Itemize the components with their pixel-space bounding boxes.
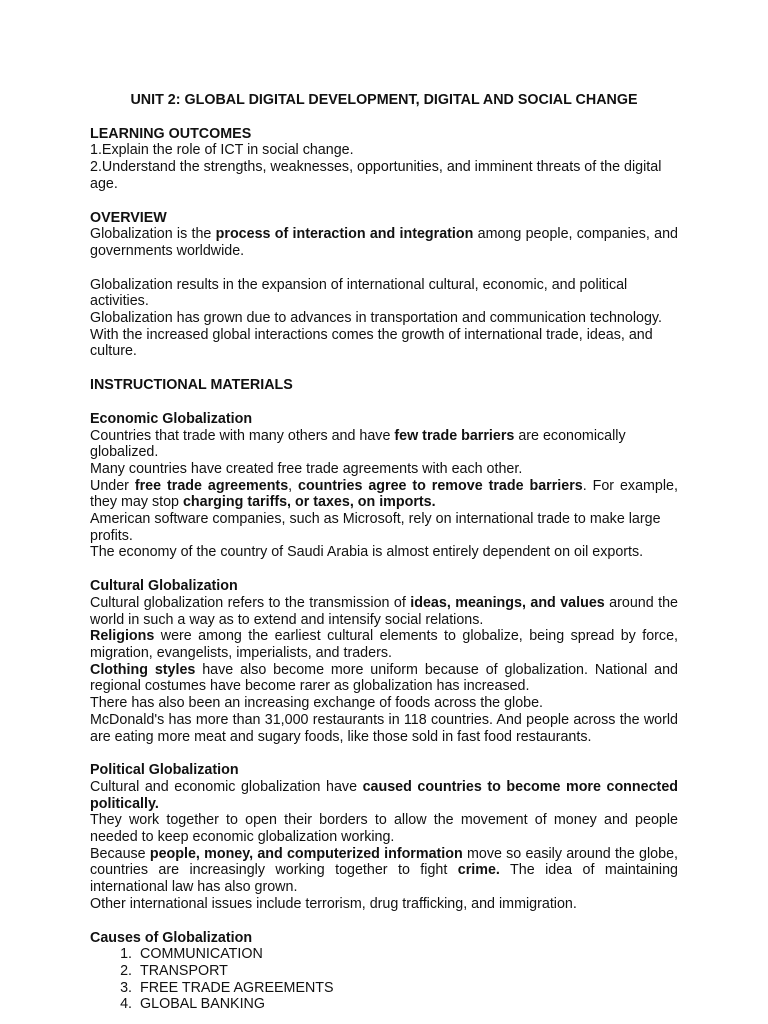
bold-text: Clothing styles	[90, 661, 196, 678]
learning-outcome-1: 1.Explain the role of ICT in social change.	[90, 142, 354, 159]
overview-line-3: With the increased global interactions comes the growth of international trade, ideas, and culture.	[90, 326, 653, 360]
economic-globalization-heading: Economic Globalization	[90, 410, 253, 427]
overview-heading: OVERVIEW	[90, 209, 167, 226]
cultural-line-1	[90, 595, 678, 628]
bold-text: few trade barriers	[394, 427, 515, 444]
list-item: 1. COMMUNICATION	[136, 946, 678, 963]
bold-text: countries agree to remove trade barriers	[298, 477, 583, 494]
bold-text: Religions	[90, 628, 155, 645]
bold-text: process of interaction and integration	[215, 226, 474, 243]
bold-text: caused countries to become more connected politically.	[90, 778, 678, 812]
overview-line-1: Globalization results in the expansion of international cultural, economic, and political activities.	[90, 276, 628, 310]
cultural-line-3	[90, 662, 678, 695]
causes-list	[90, 946, 678, 1013]
political-line-1	[90, 779, 678, 812]
cultural-line-5: McDonald's has more than 31,000 restaurants in 118 countries. And people across the world are eating more meat and sugary foods, like those sold in fast food restaurants.	[90, 711, 678, 745]
text: Countries that trade with many others and have	[90, 427, 395, 444]
text: . For example, they may stop	[90, 477, 678, 511]
list-item: 3. FREE TRADE AGREEMENTS	[136, 980, 678, 997]
text: have also become more uniform because of globalization. National and regional costumes have become rarer as globalization has increased.	[90, 661, 678, 695]
economic-line-1	[90, 428, 678, 461]
political-line-4: Other international issues include terrorism, drug trafficking, and immigration.	[90, 895, 577, 912]
text: Globalization is the	[90, 226, 216, 243]
bold-text: free trade agreements	[134, 477, 289, 494]
overview-paragraph	[90, 226, 678, 259]
text: Under	[90, 477, 135, 494]
instructional-materials-heading: INSTRUCTIONAL MATERIALS	[90, 377, 293, 394]
text: Cultural globalization refers to the transmission of	[90, 594, 411, 611]
text: among people, companies, and governments worldwide.	[90, 226, 678, 259]
text: were among the earliest cultural elements to globalize, being spread by force, migration, evangelists, imperialists, and traders.	[90, 628, 678, 661]
cultural-globalization-heading: Cultural Globalization	[90, 578, 238, 595]
document-page	[90, 92, 678, 1013]
learning-outcomes-heading: LEARNING OUTCOMES	[90, 125, 252, 142]
list-item: 2. TRANSPORT	[136, 963, 678, 980]
economic-line-2: Many countries have created free trade agreements with each other.	[90, 460, 523, 477]
economic-line-3	[90, 478, 678, 511]
learning-outcome-2: 2.Understand the strengths, weaknesses, opportunities, and imminent threats of the digital age.	[90, 159, 662, 192]
cultural-line-4: There has also been an increasing exchange of foods across the globe.	[90, 695, 544, 712]
causes-heading: Causes of Globalization	[90, 929, 253, 946]
text: Cultural and economic globalization have	[90, 778, 363, 795]
bold-text: ideas, meanings, and values	[410, 594, 605, 611]
text: The idea of maintaining international law has also grown.	[90, 862, 678, 896]
bold-text: people, money, and computerized information	[149, 845, 463, 862]
overview-line-2: Globalization has grown due to advances in transportation and communication technology.	[90, 310, 662, 327]
bold-text: crime.	[457, 862, 500, 879]
economic-line-5: The economy of the country of Saudi Arabia is almost entirely dependent on oil exports.	[90, 544, 644, 561]
text: are economically globalized.	[90, 427, 626, 461]
political-globalization-heading: Political Globalization	[90, 762, 239, 779]
text: ,	[288, 477, 299, 494]
page-title: UNIT 2: GLOBAL DIGITAL DEVELOPMENT, DIGITAL AND SOCIAL CHANGE	[130, 92, 638, 108]
political-line-2: They work together to open their borders to allow the movement of money and people needed to keep economic globalization working.	[90, 812, 678, 846]
cultural-line-2	[90, 628, 678, 661]
text: Because	[90, 845, 150, 862]
bold-text: charging tariffs, or taxes, on imports.	[182, 494, 436, 511]
economic-line-4: American software companies, such as Microsoft, rely on international trade to make large profits.	[90, 511, 661, 544]
political-line-3	[90, 846, 678, 896]
list-item: 4. GLOBAL BANKING	[136, 996, 678, 1013]
text: move so easily around the globe, countries are increasingly working together to fight	[90, 845, 678, 879]
text: around the world in such a way as to extend and intensify social relations.	[90, 594, 678, 628]
